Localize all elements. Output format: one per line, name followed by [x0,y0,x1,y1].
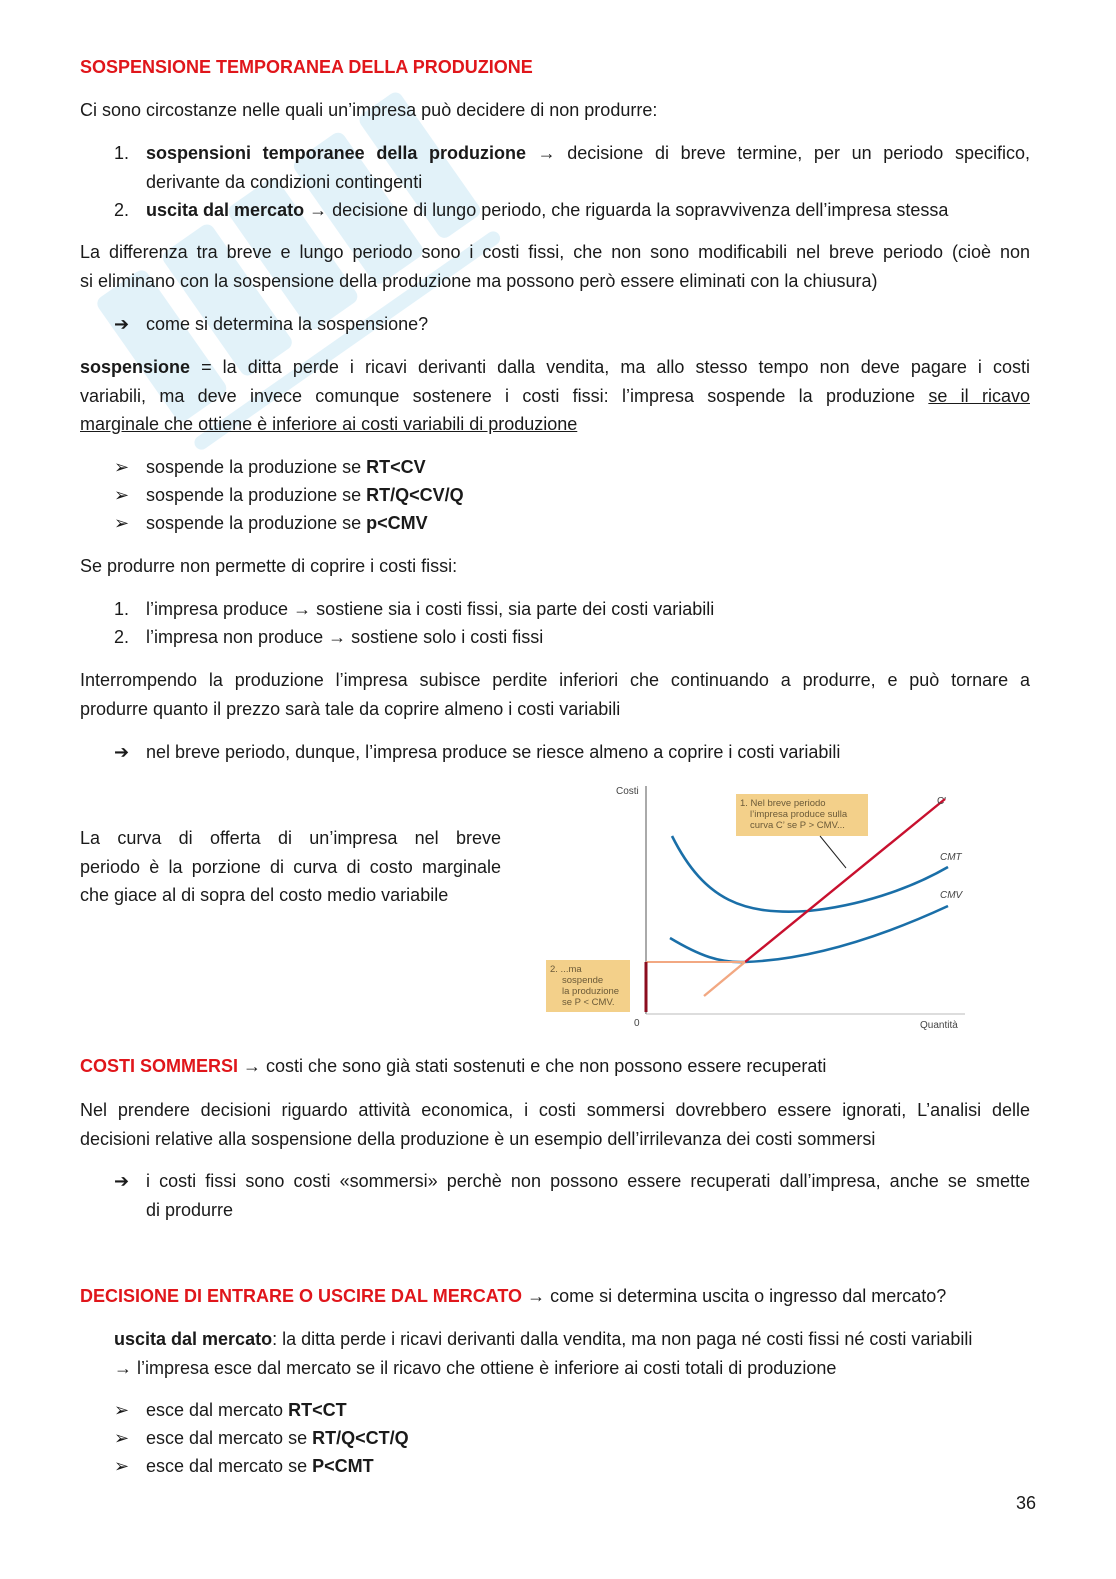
list-item [114,139,1030,196]
rule-text: sospende la produzione se [146,457,367,477]
section-title-mercato: DECISIONE DI ENTRARE O USCIRE DAL MERCATO [80,1286,523,1306]
cmv-curve [670,906,948,962]
list-item [114,196,1030,225]
bullet-arrowhead-icon: ➢ [114,513,130,533]
y-axis-label: Costi [616,786,639,797]
paragraph-line: che giace al di sopra del costo medio variabile [80,885,449,905]
arrow-icon: → [328,627,347,647]
cmv-label: CMV [940,890,963,901]
rule-item [114,453,714,482]
list-number: 2. [114,627,130,647]
costi-sommersi-line [80,1052,826,1081]
list-bold-term: sospensioni temporanee della produzione [146,143,526,163]
cmt-label: CMT [940,852,962,863]
paragraph-line: La differenza tra breve e lungo periodo sono i costi fissi, che non sono modificabili nel breve periodo (cioè non [80,242,1030,262]
arrow-note-text: come si determina la sospensione? [146,314,429,334]
arrow-note-text: i costi fissi sono costi «sommersi» perchè non possono essere recuperati dall’impresa, anche se smette [146,1171,1030,1191]
list-number: 1. [114,599,130,619]
bold-term: uscita dal mercato [114,1329,273,1349]
rule-item [114,1396,714,1425]
rule-formula: RT/Q<CV/Q [366,485,464,505]
rule-item [114,1452,714,1481]
section-title-sospensione: SOSPENSIONE TEMPORANEA DELLA PRODUZIONE [80,57,533,77]
note-line: la produzione [562,986,620,997]
paragraph-line: produrre quanto il prezzo sarà tale da coprire almeno i costi variabili [80,698,621,719]
note-line: curva C’ se P > CMV... [750,820,845,831]
mercato-title-line [80,1282,946,1311]
paragraph-difference [80,238,1030,295]
underlined-text: se il ricavo [928,385,1030,406]
paragraph-line: periodo è la porzione di curva di costo marginale [80,856,501,877]
underlined-text: marginale che ottiene è inferiore ai costi variabili di produzione [80,414,578,434]
bullet-arrowhead-icon: ➢ [114,1456,130,1476]
paragraph-line: → l’impresa esce dal mercato se il ricavo che ottiene è inferiore ai costi totali di produzione [114,1357,837,1378]
paragraph-line: decisioni relative alla sospensione della produzione è un esempio dell’irrilevanza dei costi sommersi [80,1128,876,1149]
rule-text: esce dal mercato [146,1400,289,1420]
paragraph-interrompendo [80,666,1030,723]
supply-curve-text [80,824,501,910]
arrow-note-text: di produrre [146,1199,234,1220]
list-text: l’impresa produce [146,599,289,619]
paragraph-costi-sommersi [80,1096,1030,1153]
list-text-cont: derivante da condizioni contingenti [146,171,423,192]
list-number: 1. [114,143,130,163]
paragraph-sospensione [80,353,1030,439]
x-axis-label: Quantità [920,1020,958,1031]
list-text: decisione di lungo periodo, che riguarda la sopravvivenza dell’impresa stessa [332,200,949,220]
arrow-icon: → [309,200,328,220]
list-text: decisione di breve termine, per un periodo specifico, [567,143,1030,163]
rule-formula: RT<CT [288,1400,347,1420]
paragraph-line: La curva di offerta di un’impresa nel breve [80,828,501,848]
paragraph-line [114,1325,1030,1354]
bullet-arrowhead-icon: ➢ [114,485,130,505]
cost-curves-figure [540,780,980,1032]
origin-label: 0 [634,1018,640,1029]
note-line: sospende [562,975,604,986]
arrow-icon: → [293,599,312,619]
list-bold-term: uscita dal mercato [146,200,305,220]
text-span: : la ditta perde i ricavi derivanti dalla vendita, ma non paga né costi fissi né costi variabili [272,1329,973,1349]
rule-text: sospende la produzione se [146,485,367,505]
rule-formula: p<CMV [366,513,428,533]
cmt-curve [672,836,948,912]
rule-formula: P<CMT [312,1456,374,1476]
bold-term: sospensione [80,357,191,377]
bold-arrow-icon: ➔ [114,1171,130,1191]
text-span: variabili, ma deve invece comunque sostenere i costi fissi: l’impresa sospende la produzione [80,385,916,406]
question-text: come si determina uscita o ingresso dal mercato? [550,1286,947,1306]
cover-intro: Se produrre non permette di coprire i costi fissi: [80,556,458,576]
list-text: sostiene sia i costi fissi, sia parte dei costi variabili [316,599,715,619]
rule-item [114,481,714,510]
paragraph-line [80,353,1030,382]
list-item [114,595,1014,624]
definition-text: costi che sono già stati sostenuti e che non possono essere recuperati [266,1056,827,1076]
rule-formula: RT<CV [366,457,426,477]
page-number: 36 [1015,1493,1036,1513]
bold-arrow-icon: ➔ [114,742,130,762]
note-line: se P < CMV. [562,997,615,1008]
paragraph-line [80,410,1030,439]
note-line: 2. ...ma [550,964,582,975]
rule-text: sospende la produzione se [146,513,367,533]
arrow-note [114,1167,1030,1224]
rule-text: esce dal mercato se [146,1428,313,1448]
section-title-costi-sommersi: COSTI SOMMERSI [80,1056,239,1076]
rule-item [114,509,714,538]
paragraph-line: Nel prendere decisioni riguardo attività economica, i costi sommersi dovrebbero essere ignorati, L’analisi delle [80,1100,1030,1120]
list-number: 2. [114,200,130,220]
marginal-cost-label: C' [937,796,947,807]
note-line: 1. Nel breve periodo [740,798,826,809]
paragraph-line: Interrompendo la produzione l’impresa subisce perdite inferiori che continuando a produrre, e può tornare a [80,670,1030,690]
rule-formula: RT/Q<CT/Q [312,1428,409,1448]
bullet-arrowhead-icon: ➢ [114,457,130,477]
text-span: = la ditta perde i ricavi derivanti dalla vendita, ma allo stesso tempo non deve pagare i costi [201,357,1030,377]
marginal-cost-lower-segment [704,962,745,996]
paragraph-uscita [114,1325,1030,1382]
bold-arrow-icon: ➔ [114,314,130,334]
paragraph-line [80,382,1030,411]
arrow-icon: → [527,1286,546,1306]
list-line [146,139,1030,168]
arrow-icon: → [537,143,556,163]
arrow-note [114,310,1014,339]
list-text: l’impresa non produce [146,627,324,647]
intro-text: Ci sono circostanze nelle quali un’impresa può decidere di non produrre: [80,100,658,120]
note-1-pointer [820,836,846,868]
bullet-arrowhead-icon: ➢ [114,1428,130,1448]
list-text: sostiene solo i costi fissi [351,627,544,647]
rule-item [114,1424,714,1453]
note-line: l’impresa produce sulla [750,809,848,820]
rule-text: esce dal mercato se [146,1456,313,1476]
arrow-note [114,738,1014,767]
paragraph-line: si eliminano con la sospensione della produzione ma possono però essere eliminati con la chiusura) [80,270,878,291]
arrow-note-text: nel breve periodo, dunque, l’impresa produce se riesce almeno a coprire i costi variabili [146,742,841,762]
list-item [114,623,1014,652]
bullet-arrowhead-icon: ➢ [114,1400,130,1420]
arrow-icon: → [243,1056,262,1076]
